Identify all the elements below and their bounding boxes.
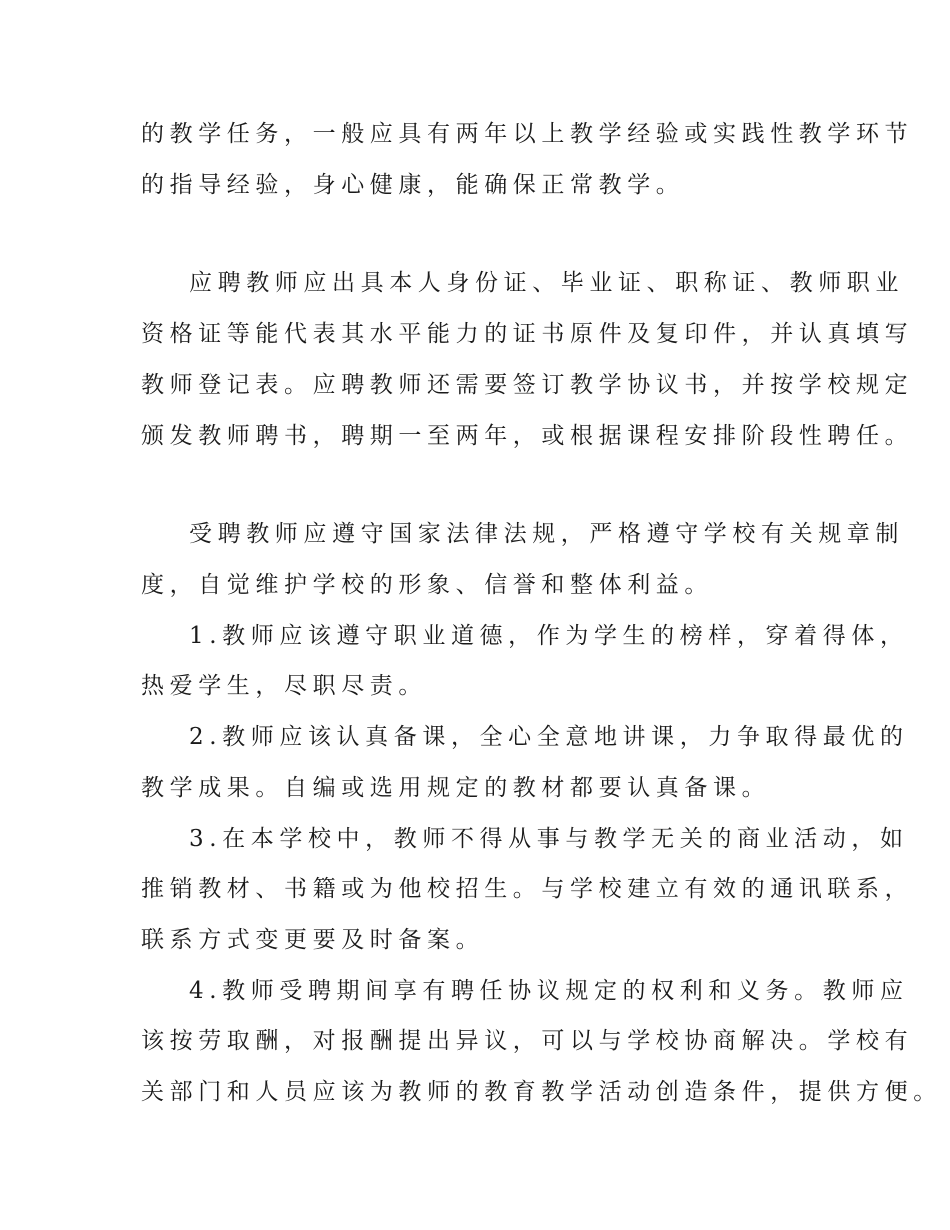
text-line: 3.在本学校中，教师不得从事与教学无关的商业活动，如 <box>189 826 909 852</box>
text-line: 4.教师受聘期间享有聘任协议规定的权利和义务。教师应 <box>189 978 909 1004</box>
text-line: 的教学任务，一般应具有两年以上教学经验或实践性教学环节 <box>141 121 914 147</box>
text-line: 受聘教师应遵守国家法律法规，严格遵守学校有关规章制 <box>189 521 904 547</box>
text-line: 度，自觉维护学校的形象、信誉和整体利益。 <box>141 572 713 598</box>
text-line: 该按劳取酬，对报酬提出异议，可以与学校协商解决。学校有 <box>141 1028 914 1054</box>
text-line: 的指导经验，身心健康，能确保正常教学。 <box>141 172 685 198</box>
text-line: 资格证等能代表其水平能力的证书原件及复印件，并认真填写 <box>141 321 914 347</box>
text-line: 教学成果。自编或选用规定的教材都要认真备课。 <box>141 775 771 801</box>
text-line: 联系方式变更要及时备案。 <box>141 927 485 953</box>
text-line: 应聘教师应出具本人身份证、毕业证、职称证、教师职业 <box>189 270 904 296</box>
text-line: 推销教材、书籍或为他校招生。与学校建立有效的通讯联系， <box>141 876 914 902</box>
text-line: 关部门和人员应该为教师的教育教学活动创造条件，提供方便。 <box>141 1079 942 1105</box>
text-line: 2.教师应该认真备课，全心全意地讲课，力争取得最优的 <box>189 724 909 750</box>
text-line: 1.教师应该遵守职业道德，作为学生的榜样，穿着得体， <box>189 623 909 649</box>
text-line: 教师登记表。应聘教师还需要签订教学协议书，并按学校规定 <box>141 372 914 398</box>
text-line: 颁发教师聘书，聘期一至两年，或根据课程安排阶段性聘任。 <box>141 423 914 449</box>
text-line: 热爱学生，尽职尽责。 <box>141 673 427 699</box>
